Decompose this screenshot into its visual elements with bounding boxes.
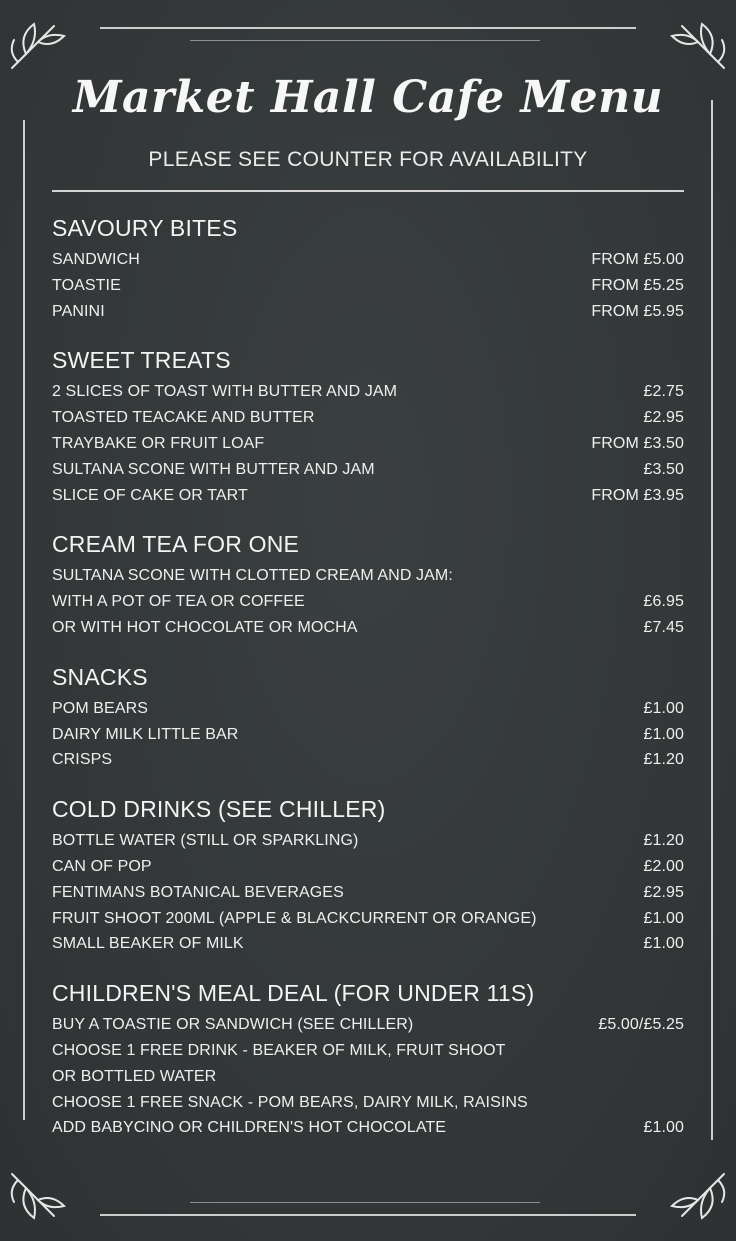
item-price: FROM £5.95 bbox=[591, 302, 684, 320]
leaf-ornament-top-left-icon bbox=[4, 6, 74, 76]
item-price: £7.45 bbox=[643, 618, 684, 636]
item-price: £2.95 bbox=[643, 883, 684, 901]
section-title: SNACKS bbox=[52, 663, 148, 690]
section-title: CREAM TEA FOR ONE bbox=[52, 531, 300, 558]
header-divider bbox=[52, 190, 684, 192]
section-sweet-treats bbox=[52, 344, 684, 508]
item-price: £2.95 bbox=[643, 409, 684, 427]
item-name: SULTANA SCONE WITH CLOTTED CREAM AND JAM: bbox=[52, 567, 453, 585]
item-name: DAIRY MILK LITTLE BAR bbox=[52, 725, 239, 743]
item-name: TOASTIE bbox=[52, 276, 121, 294]
menu-subtitle: PLEASE SEE COUNTER FOR AVAILABILITY bbox=[148, 148, 588, 171]
section-title: COLD DRINKS (SEE CHILLER) bbox=[52, 796, 386, 823]
frame-bottom-line-faint bbox=[190, 1202, 540, 1203]
menu-item bbox=[52, 589, 684, 615]
section-cream-tea bbox=[52, 528, 684, 640]
item-price: FROM £3.50 bbox=[591, 434, 684, 452]
item-name: BUY A TOASTIE OR SANDWICH (SEE CHILLER) bbox=[52, 1016, 414, 1034]
menu-item bbox=[52, 483, 684, 509]
menu-item bbox=[52, 696, 684, 722]
item-price: FROM £5.00 bbox=[591, 251, 684, 268]
section-childrens-meal-deal bbox=[52, 977, 684, 1141]
menu-item bbox=[52, 931, 684, 957]
menu-item bbox=[52, 457, 684, 483]
item-name: CHOOSE 1 FREE SNACK - POM BEARS, DAIRY MILK, RAISINS bbox=[52, 1093, 528, 1111]
item-price: £6.95 bbox=[643, 593, 684, 611]
item-price: £1.00 bbox=[643, 725, 684, 743]
menu-item bbox=[52, 615, 684, 641]
item-price: £2.00 bbox=[643, 857, 684, 875]
item-name: FRUIT SHOOT 200ML (APPLE & BLACKCURRENT OR ORANGE) bbox=[52, 909, 537, 927]
menu-item bbox=[52, 854, 684, 880]
item-price: £1.00 bbox=[643, 699, 684, 717]
frame-right-line bbox=[711, 100, 713, 1140]
item-name: WITH A POT OF TEA OR COFFEE bbox=[52, 593, 305, 611]
menu-item bbox=[52, 880, 684, 906]
leaf-ornament-top-right-icon bbox=[662, 6, 732, 76]
item-price: £3.50 bbox=[643, 460, 684, 478]
menu-item bbox=[52, 563, 684, 589]
item-name: SMALL BEAKER OF MILK bbox=[52, 935, 244, 953]
leaf-ornament-bottom-left-icon bbox=[4, 1166, 74, 1236]
menu-item bbox=[52, 1064, 684, 1090]
menu-item bbox=[52, 431, 684, 457]
menu-item bbox=[52, 379, 684, 405]
item-name: 2 SLICES OF TOAST WITH BUTTER AND JAM bbox=[52, 383, 398, 401]
item-name: PANINI bbox=[52, 302, 105, 320]
item-name: BOTTLE WATER (STILL OR SPARKLING) bbox=[52, 832, 359, 850]
section-cold-drinks bbox=[52, 793, 684, 957]
menu-item bbox=[52, 299, 684, 325]
item-name: SLICE OF CAKE OR TART bbox=[52, 486, 248, 504]
item-price: FROM £3.95 bbox=[591, 486, 684, 504]
menu-item bbox=[52, 1090, 684, 1116]
item-name: SANDWICH bbox=[52, 251, 140, 268]
frame-top-line bbox=[100, 27, 636, 29]
item-name: OR WITH HOT CHOCOLATE OR MOCHA bbox=[52, 618, 358, 636]
section-title: SAVOURY BITES bbox=[52, 215, 238, 241]
menu-item bbox=[52, 1038, 684, 1064]
menu-item bbox=[52, 828, 684, 854]
item-price: £1.00 bbox=[643, 909, 684, 927]
item-name: POM BEARS bbox=[52, 699, 149, 717]
menu-item bbox=[52, 722, 684, 748]
frame-bottom-line bbox=[100, 1214, 636, 1216]
item-name: FENTIMANS BOTANICAL BEVERAGES bbox=[52, 883, 344, 901]
item-price: £2.75 bbox=[643, 383, 684, 401]
item-name: CAN OF POP bbox=[52, 857, 152, 875]
item-price: £5.00/£5.25 bbox=[598, 1016, 684, 1034]
menu-item bbox=[52, 747, 684, 773]
item-name: CHOOSE 1 FREE DRINK - BEAKER OF MILK, FRUIT SHOOT bbox=[52, 1041, 506, 1059]
leaf-ornament-bottom-right-icon bbox=[662, 1166, 732, 1236]
section-title: CHILDREN'S MEAL DEAL (FOR UNDER 11S) bbox=[52, 980, 535, 1007]
frame-left-line bbox=[23, 120, 25, 1120]
item-price: £1.00 bbox=[643, 1119, 684, 1137]
menu-item bbox=[52, 405, 684, 431]
frame-top-line-faint bbox=[190, 40, 540, 41]
item-name: TRAYBAKE OR FRUIT LOAF bbox=[52, 434, 265, 452]
section-title: SWEET TREATS bbox=[52, 347, 231, 374]
section-snacks bbox=[52, 661, 684, 773]
menu-item bbox=[52, 906, 684, 932]
menu-item bbox=[52, 247, 684, 273]
menu-item bbox=[52, 1012, 684, 1038]
item-price: £1.20 bbox=[643, 751, 684, 769]
menu-item bbox=[52, 273, 684, 299]
section-savoury-bites bbox=[52, 212, 684, 324]
item-name: SULTANA SCONE WITH BUTTER AND JAM bbox=[52, 460, 375, 478]
menu-content bbox=[52, 212, 684, 1161]
menu-item bbox=[52, 1115, 684, 1141]
item-name: CRISPS bbox=[52, 751, 113, 769]
item-name: TOASTED TEACAKE AND BUTTER bbox=[52, 409, 315, 427]
item-name: ADD BABYCINO OR CHILDREN'S HOT CHOCOLATE bbox=[52, 1119, 447, 1137]
menu-title: Market Hall Cafe Menu bbox=[72, 72, 664, 123]
item-name: OR BOTTLED WATER bbox=[52, 1067, 217, 1085]
item-price: FROM £5.25 bbox=[591, 276, 684, 294]
item-price: £1.00 bbox=[643, 935, 684, 953]
item-price: £1.20 bbox=[643, 832, 684, 850]
